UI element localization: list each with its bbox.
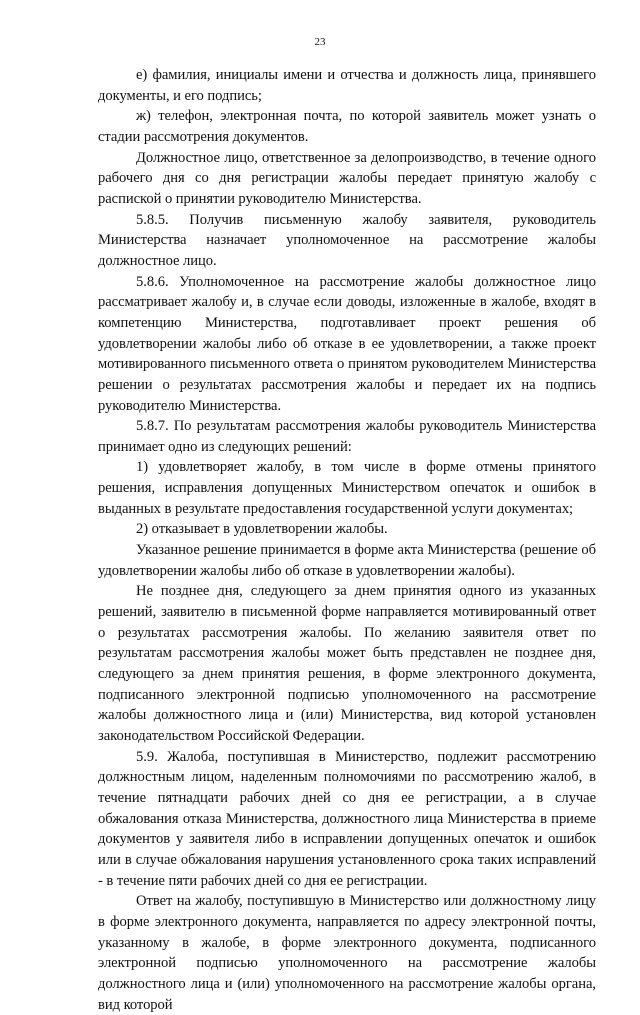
paragraph-electronic-answer: Ответ на жалобу, поступившую в Министерство или должностному лицу в форме электронного документа, направляется по адресу электронной почты, указанному в жалобе, в форме электронного документа, подписанного электронной подписью уполномоченного на рассмотрение жалобы должностного лица и (или) уполномоченного на рассмотрение жалобы органа, вид которой: [98, 893, 596, 1013]
paragraph-answer-deadline: Не позднее дня, следующего за днем принятия одного из указанных решений, заявителю в письменной форме направляется мотивированный ответ о результатах рассмотрения жалобы. По желанию заявителя ответ по результатам рассмотрения жалобы может быть представлен не позднее дня, следующего за днем принятия решения, в форме электронного документа, подписанного электронной подписью уполномоченного на рассмотрение жалобы должностного лица и (или) Министерства, вид которой установлен законодательством Российской Федерации.: [98, 583, 596, 744]
paragraph-registration: Должностное лицо, ответственное за делопроизводство, в течение одного рабочего дня со дня регистрации жалобы передает принятую жалобу с распиской о принятии руководителю Министерства.: [98, 149, 596, 207]
paragraph-item-zh: ж) телефон, электронная почта, по которой заявитель может узнать о стадии рассмотрения документов.: [98, 108, 596, 145]
paragraph-5-9: 5.9. Жалоба, поступившая в Министерство, подлежит рассмотрению должностным лицом, наделенным полномочиями по рассмотрению жалоб, в течение пятнадцати рабочих дней со дня ее регистрации, а в случае обжалования отказа Министерства, должностного лица Министерства в приеме документов у заявителя либо в исправлении допущенных опечаток и ошибок или в случае обжалования нарушения установленного срока таких исправлений - в течение пяти рабочих дней со дня ее регистрации.: [98, 748, 596, 889]
page-number: 23: [314, 36, 326, 48]
document-body: [98, 65, 596, 1015]
paragraph-5-8-5: 5.8.5. Получив письменную жалобу заявителя, руководитель Министерства назначает уполномоченное на рассмотрение жалобы должностное лицо.: [98, 211, 596, 269]
paragraph-5-8-7: 5.8.7. По результатам рассмотрения жалобы руководитель Министерства принимает одно из следующих решений:: [98, 418, 596, 455]
paragraph-decision-2: 2) отказывает в удовлетворении жалобы.: [136, 521, 388, 538]
paragraph-decision-1: 1) удовлетворяет жалобу, в том числе в форме отмены принятого решения, исправления допущенных Министерством опечаток и ошибок в выданных в результате предоставления государственной услуги документах;: [98, 459, 596, 517]
paragraph-decision-form: Указанное решение принимается в форме акта Министерства (решение об удовлетворении жалобы либо об отказе в удовлетворении жалобы).: [98, 542, 596, 579]
paragraph-5-8-6: 5.8.6. Уполномоченное на рассмотрение жалобы должностное лицо рассматривает жалобу и, в случае если доводы, изложенные в жалобе, входят в компетенцию Министерства, подготавливает проект решения об удовлетворении жалобы либо об отказе в ее удовлетворении, а также проект мотивированного письменного ответа о принятом руководителем Министерства решении о результатах рассмотрения жалобы и передает их на подпись руководителю Министерства.: [98, 273, 596, 414]
paragraph-item-e: е) фамилия, инициалы имени и отчества и должность лица, принявшего документы, и его подпись;: [98, 67, 596, 104]
